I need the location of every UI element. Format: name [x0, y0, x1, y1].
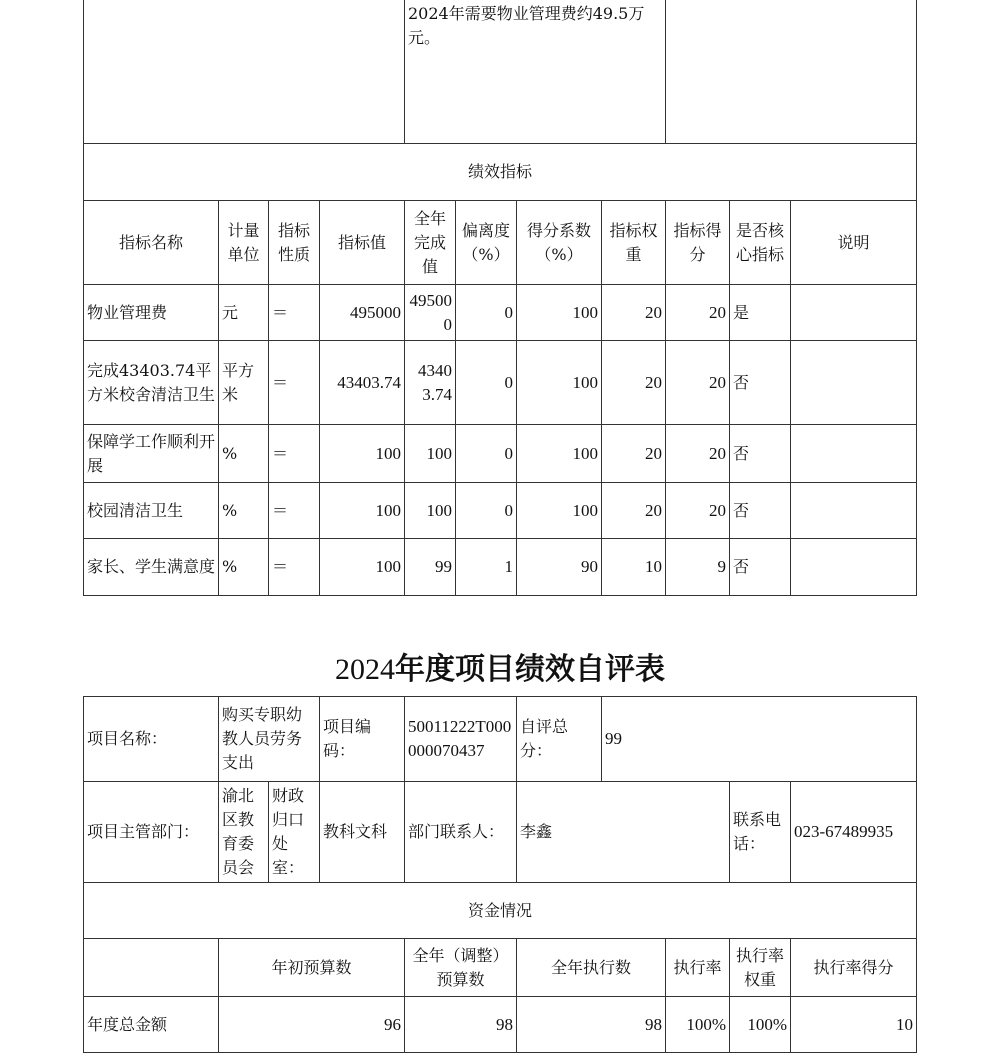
table-row	[84, 539, 917, 596]
indicator-weight: 20	[602, 341, 666, 425]
indicator-target: 100	[320, 483, 405, 539]
indicator-actual: 100	[405, 483, 456, 539]
indicator-note	[791, 425, 917, 483]
blank-cell	[84, 939, 219, 997]
project-code-label: 项目编码：	[320, 697, 405, 782]
header-row	[84, 201, 917, 285]
blank-cell	[666, 0, 917, 144]
performance-indicator-table	[83, 0, 917, 596]
indicator-coefficient: 100	[517, 483, 602, 539]
contact-person: 李鑫	[517, 782, 730, 883]
indicator-deviation: 0	[456, 483, 517, 539]
header-coefficient: 得分系数（%）	[517, 201, 602, 285]
indicator-unit: %	[219, 483, 269, 539]
finance-office: 教科文科	[320, 782, 405, 883]
header-actual: 全年完成值	[405, 201, 456, 285]
header-unit: 计量单位	[219, 201, 269, 285]
indicator-coefficient: 100	[517, 285, 602, 341]
funds-header-rate-weight: 执行率权重	[730, 939, 791, 997]
indicator-note	[791, 539, 917, 596]
indicator-nature: ＝	[269, 285, 320, 341]
funds-header-executed: 全年执行数	[517, 939, 666, 997]
indicator-core: 否	[730, 341, 791, 425]
indicator-deviation: 0	[456, 425, 517, 483]
indicator-weight: 20	[602, 425, 666, 483]
form-title-year: 2024	[335, 653, 395, 686]
indicator-weight: 20	[602, 483, 666, 539]
indicator-actual: 100	[405, 425, 456, 483]
indicator-note	[791, 483, 917, 539]
funds-section-title: 资金情况	[84, 883, 917, 939]
self-score: 99	[602, 697, 917, 782]
indicator-target: 495000	[320, 285, 405, 341]
indicator-weight: 10	[602, 539, 666, 596]
funds-initial: 96	[219, 997, 405, 1053]
funds-rate: 100%	[666, 997, 730, 1053]
indicator-deviation: 0	[456, 285, 517, 341]
indicator-actual: 43403.74	[405, 341, 456, 425]
table-row	[84, 285, 917, 341]
funds-header-rate: 执行率	[666, 939, 730, 997]
indicator-name: 完成43403.74平方米校舍清洁卫生	[84, 341, 219, 425]
indicator-nature: ＝	[269, 425, 320, 483]
indicator-unit: %	[219, 425, 269, 483]
indicator-coefficient: 90	[517, 539, 602, 596]
indicator-deviation: 1	[456, 539, 517, 596]
indicator-score: 20	[666, 425, 730, 483]
indicator-name: 物业管理费	[84, 285, 219, 341]
dept-label: 项目主管部门：	[84, 782, 219, 883]
indicator-core: 是	[730, 285, 791, 341]
project-name: 购买专职幼教人员劳务支出	[219, 697, 320, 782]
indicator-core: 否	[730, 539, 791, 596]
funds-header-initial: 年初预算数	[219, 939, 405, 997]
indicator-core: 否	[730, 483, 791, 539]
indicator-target: 43403.74	[320, 341, 405, 425]
indicator-weight: 20	[602, 285, 666, 341]
indicator-coefficient: 100	[517, 341, 602, 425]
indicator-score: 20	[666, 483, 730, 539]
indicator-score: 20	[666, 285, 730, 341]
indicator-target: 100	[320, 539, 405, 596]
funds-header-row	[84, 939, 917, 997]
indicator-nature: ＝	[269, 483, 320, 539]
section-title: 绩效指标	[84, 144, 917, 201]
indicator-nature: ＝	[269, 341, 320, 425]
indicator-nature: ＝	[269, 539, 320, 596]
phone-label: 联系电话：	[730, 782, 791, 883]
indicator-unit: %	[219, 539, 269, 596]
project-name-label: 项目名称：	[84, 697, 219, 782]
blank-cell	[84, 0, 405, 144]
contact-label: 部门联系人：	[405, 782, 517, 883]
indicator-deviation: 0	[456, 341, 517, 425]
form-title-text: 年度项目绩效自评表	[395, 652, 665, 687]
funds-row	[84, 997, 917, 1053]
header-target: 指标值	[320, 201, 405, 285]
table-row	[84, 483, 917, 539]
funds-header-rate-score: 执行率得分	[791, 939, 917, 997]
indicator-note	[791, 341, 917, 425]
indicator-actual: 99	[405, 539, 456, 596]
indicator-score: 20	[666, 341, 730, 425]
funds-header-adjusted: 全年（调整）预算数	[405, 939, 517, 997]
phone-number: 023-67489935	[791, 782, 917, 883]
indicator-coefficient: 100	[517, 425, 602, 483]
finance-label: 财政归口处室：	[269, 782, 320, 883]
indicator-name: 保障学工作顺利开展	[84, 425, 219, 483]
header-score: 指标得分	[666, 201, 730, 285]
dept: 渝北区教育委员会	[219, 782, 269, 883]
indicator-score: 9	[666, 539, 730, 596]
project-self-evaluation-table	[83, 696, 917, 1053]
funds-row-label: 年度总金额	[84, 997, 219, 1053]
indicator-actual: 495000	[405, 285, 456, 341]
header-deviation: 偏离度（%）	[456, 201, 517, 285]
header-indicator-name: 指标名称	[84, 201, 219, 285]
form-title	[0, 650, 1000, 690]
table-row	[84, 425, 917, 483]
header-note: 说明	[791, 201, 917, 285]
indicator-name: 校园清洁卫生	[84, 483, 219, 539]
project-code: 50011222T000000070437	[405, 697, 517, 782]
self-score-label: 自评总分：	[517, 697, 602, 782]
indicator-unit: 元	[219, 285, 269, 341]
table-row	[84, 341, 917, 425]
funds-executed: 98	[517, 997, 666, 1053]
funds-adjusted: 98	[405, 997, 517, 1053]
header-nature: 指标性质	[269, 201, 320, 285]
funds-rate-score: 10	[791, 997, 917, 1053]
indicator-name: 家长、学生满意度	[84, 539, 219, 596]
funds-rate-weight: 100%	[730, 997, 791, 1053]
indicator-core: 否	[730, 425, 791, 483]
continued-description: 2024年需要物业管理费约49.5万元。	[405, 0, 666, 144]
header-core: 是否核心指标	[730, 201, 791, 285]
indicator-unit: 平方米	[219, 341, 269, 425]
indicator-note	[791, 285, 917, 341]
header-weight: 指标权重	[602, 201, 666, 285]
indicator-target: 100	[320, 425, 405, 483]
